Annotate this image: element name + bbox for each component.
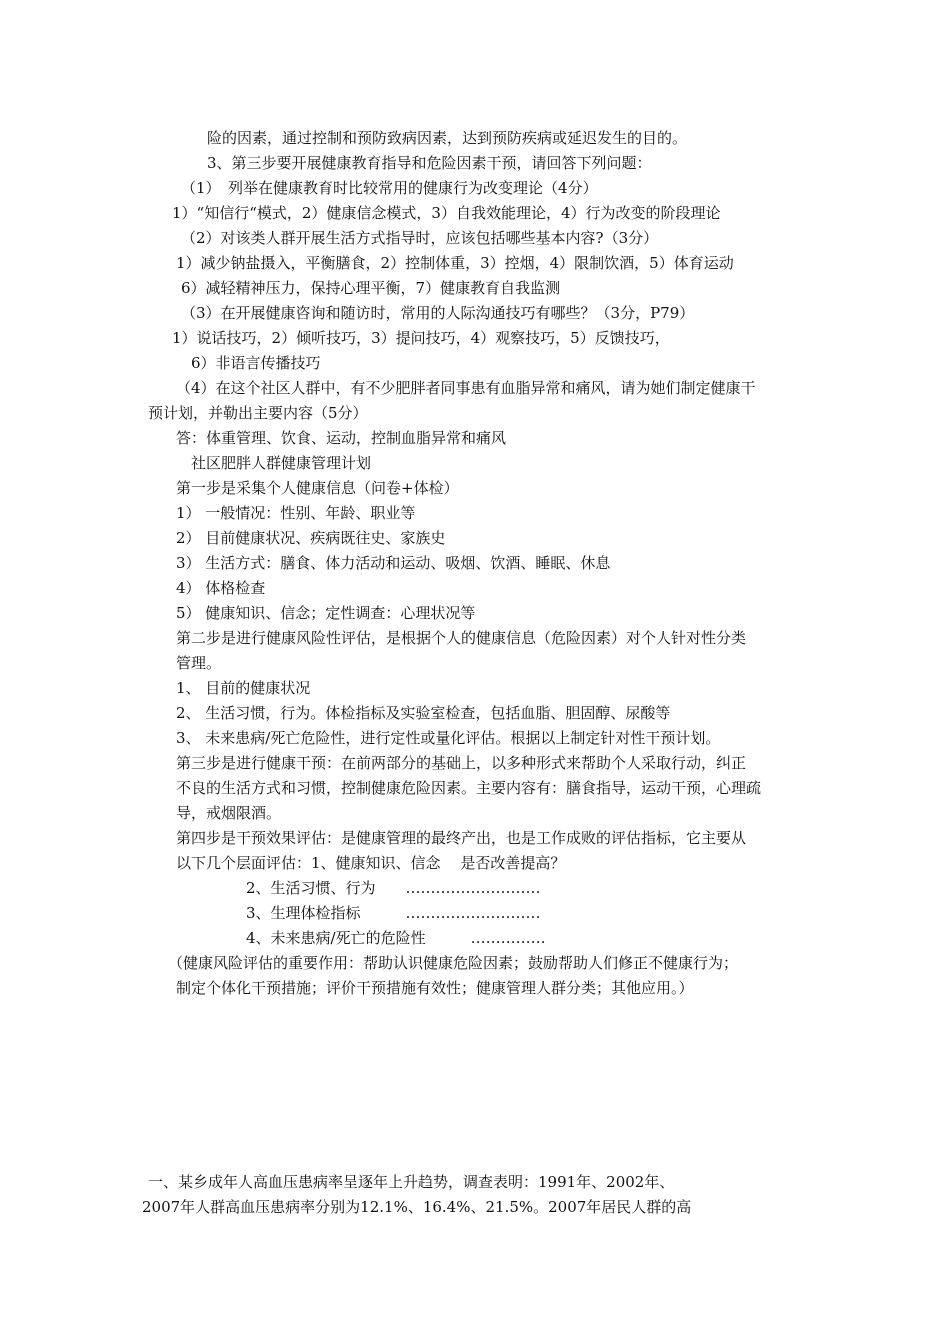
text-line: 2007年人群高血压患病率分别为12.1%、16.4%、21.5%。2007年居民人群的高 [142,1198,692,1216]
text-line: 第四步是干预效果评估：是健康管理的最终产出，也是工作成败的评估指标，它主要从 [176,829,747,847]
text-line: 社区肥胖人群健康管理计划 [191,454,372,472]
text-line: 2、生活习惯、行为 ……………………… [246,879,541,897]
text-line: 4） 体格检查 [176,579,266,597]
text-line: 答：体重管理、饮食、运动，控制血脂异常和痛风 [176,429,507,447]
text-line: 1） 一般情况：性别、年龄、职业等 [176,504,416,522]
text-line: （健康风险评估的重要作用：帮助认识健康危险因素；鼓励帮助人们修正不健康行为； [168,954,739,972]
text-line: 6）减轻精神压力，保持心理平衡，7）健康教育自我监测 [181,279,561,297]
text-line: 2） 目前健康状况、疾病既往史、家族史 [176,529,446,547]
text-line: （2）对该类人群开展生活方式指导时，应该包括哪些基本内容?（3分） [181,229,659,247]
text-line: 4、未来患病/死亡的危险性 …………… [246,929,546,947]
text-line: 第二步是进行健康风险性评估，是根据个人的健康信息（危险因素）对个人针对性分类 [176,629,747,647]
text-line: 险的因素，通过控制和预防致病因素，达到预防疾病或延迟发生的目的。 [207,129,688,147]
text-line: 预计划，并勒出主要内容（5分） [148,404,368,422]
text-line: 1）说话技巧，2）倾听技巧，3）提问技巧，4）观察技巧，5）反馈技巧， [172,329,670,347]
text-line: 3、 未来患病/死亡危险性，进行定性或量化评估。根据以上制定针对性干预计划。 [176,729,721,747]
text-line: （4）在这个社区人群中，有不少肥胖者同事患有血脂异常和痛风，请为她们制定健康干 [176,379,756,397]
text-line: 1）“知信行“模式，2）健康信念模式，3）自我效能理论，4）行为改变的阶段理论 [172,204,721,222]
text-line: （1） 列举在健康教育时比较常用的健康行为改变理论（4分） [181,179,598,197]
text-line: 制定个体化干预措施；评价干预措施有效性；健康管理人群分类；其他应用。） [176,979,694,997]
text-line: 不良的生活方式和习惯，控制健康危险因素。主要内容有：膳食指导，运动干预，心理疏 [176,779,762,797]
text-line: （3）在开展健康咨询和随访时，常用的人际沟通技巧有哪些？（3分，P79） [181,304,695,322]
text-line: 5） 健康知识、信念；定性调查：心理状况等 [176,604,476,622]
text-line: 一、某乡成年人高血压患病率呈逐年上升趋势，调查表明：1991年、2002年、 [148,1173,675,1191]
text-line: 3、生理体检指标 ……………………… [246,904,541,922]
text-line: 1）减少钠盐摄入，平衡膳食，2）控制体重，3）控烟，4）限制饮酒，5）体育运动 [176,254,734,272]
text-line: 6）非语言传播技巧 [191,354,321,372]
text-line: 以下几个层面评估：1、健康知识、信念 是否改善提高？ [176,854,566,872]
text-line: 第三步是进行健康干预：在前两部分的基础上，以多种形式来帮助个人采取行动，纠正 [176,754,747,772]
text-line: 导，戒烟限酒。 [176,804,282,822]
text-line: 3） 生活方式：膳食、体力活动和运动、吸烟、饮酒、睡眠、休息 [176,554,611,572]
text-line: 管理。 [176,654,222,672]
text-line: 1、 目前的健康状况 [176,679,311,697]
text-line: 第一步是采集个人健康信息（问卷+体检） [176,479,459,497]
text-line: 2、 生活习惯，行为。体检指标及实验室检查，包括血脂、胆固醇、尿酸等 [176,704,671,722]
text-line: 3、第三步要开展健康教育指导和危险因素干预，请回答下列问题： [207,154,652,172]
